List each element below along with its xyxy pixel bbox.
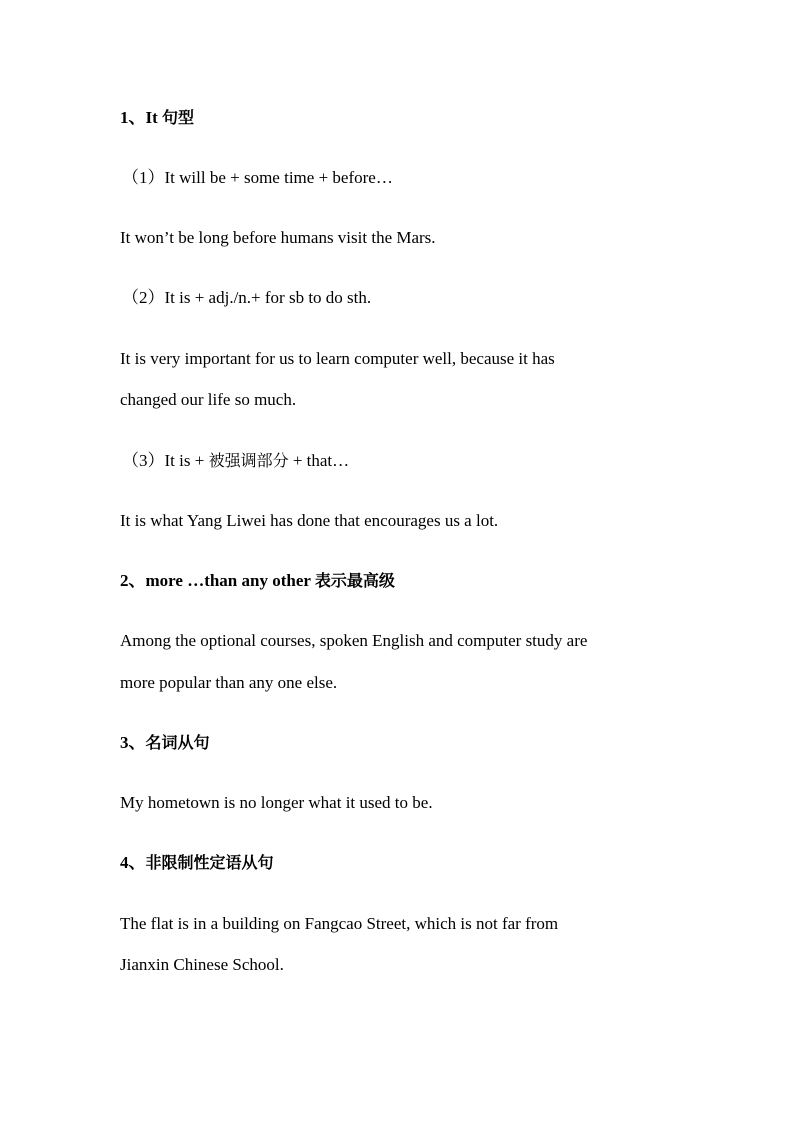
pattern-2-label: （2） (122, 288, 165, 307)
section-3-title-cjk: 名词从句 (145, 733, 210, 752)
pattern-3-text-post: + that… (288, 451, 350, 470)
example-2-line-2: changed our life so much. (120, 390, 297, 409)
section-2-example-line-2: more popular than any one else. (120, 673, 338, 692)
section-3-number: 3、 (120, 733, 146, 752)
pattern-3-text-cjk: 被强调部分 (208, 451, 289, 470)
section-1-number: 1、 (120, 108, 146, 127)
example-3: It is what Yang Liwei has done that encourages us a lot. (120, 511, 499, 530)
section-1-heading (120, 107, 194, 129)
section-2-heading (120, 570, 395, 592)
pattern-2-text: It is + adj./n.+ for sb to do sth. (164, 288, 372, 307)
section-1-title-cjk: 句型 (162, 108, 195, 127)
pattern-1 (122, 167, 393, 189)
example-1: It won’t be long before humans visit the Mars. (120, 228, 436, 247)
pattern-3-label: （3） (122, 451, 165, 470)
section-4-example-line-2: Jianxin Chinese School. (120, 955, 284, 974)
pattern-3-text-pre: It is + (164, 451, 209, 470)
section-3-heading (120, 732, 210, 754)
pattern-1-label: （1） (122, 168, 165, 187)
section-2-number: 2、 (120, 571, 146, 590)
section-3-example: My hometown is no longer what it used to be. (120, 793, 433, 812)
pattern-3 (122, 450, 349, 472)
example-2-line-1: It is very important for us to learn computer well, because it has (120, 349, 555, 368)
section-4-heading (120, 852, 274, 874)
section-2-title: more …than any other (145, 571, 315, 590)
section-4-title-cjk: 非限制性定语从句 (145, 853, 274, 872)
section-4-example-line-1: The flat is in a building on Fangcao Street, which is not far from (120, 914, 559, 933)
pattern-1-text: It will be + some time + before… (164, 168, 393, 187)
section-1-title: It (145, 108, 163, 127)
section-4-number: 4、 (120, 853, 146, 872)
section-2-example-line-1: Among the optional courses, spoken English and computer study are (120, 631, 588, 650)
section-2-title-cjk: 表示最高级 (314, 571, 395, 590)
pattern-2 (122, 287, 371, 309)
